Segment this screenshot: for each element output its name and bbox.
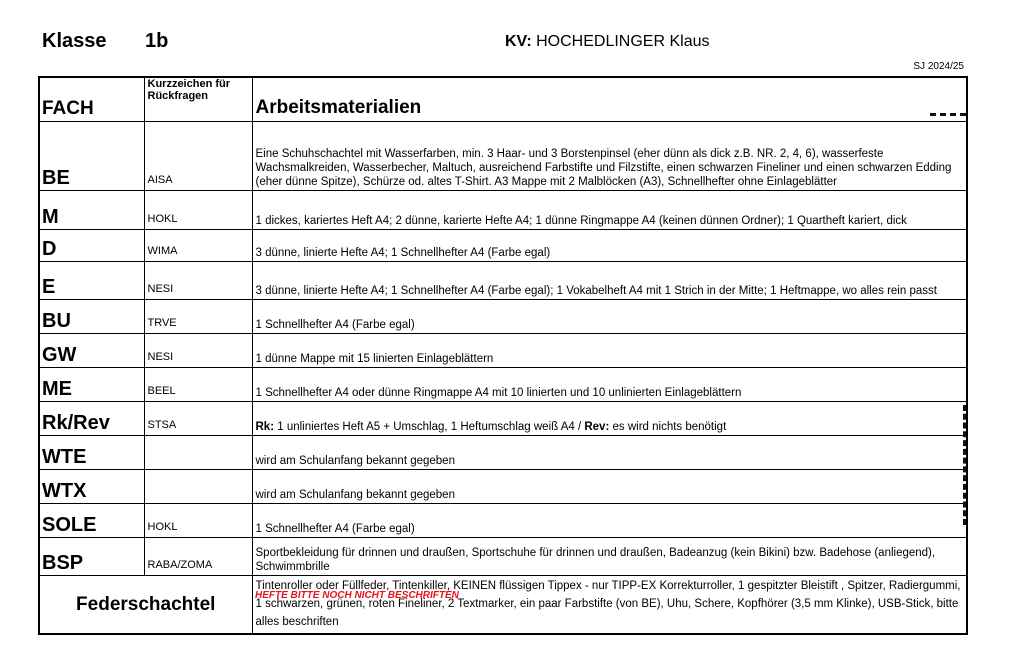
kv-label: KV: bbox=[505, 33, 532, 50]
materials-cell: Eine Schuhschachtel mit Wasserfarben, min. 3 Haar- und 3 Borstenpinsel (eher dünn als dick z.B. NR. 2, 4, 6), wasserfeste Wachsmalkreiden, Wasserbecher, Maltuch, ausreichend Farbstifte und Filzstifte, einen schwarzen Fineliner und einen schwarzen Edding (eher dünne Spitze), Schürze od. altes T-Shirt. A3 Mappe mit 2 Malblöcken (A3), Schnellhefter ohne Einlageblätter bbox=[252, 122, 967, 191]
header-kuerzel: Kurzzeichen für Rückfragen bbox=[144, 77, 252, 122]
fach-cell: SOLE bbox=[39, 504, 144, 538]
table-row bbox=[39, 230, 967, 262]
table-row bbox=[39, 262, 967, 300]
kuerzel-cell: HOKL bbox=[144, 504, 252, 538]
materials-cell: 1 Schnellhefter A4 oder dünne Ringmappe A4 mit 10 linierten und 10 unlinierten Einlageblättern bbox=[252, 368, 967, 402]
fach-cell: Rk/Rev bbox=[39, 402, 144, 436]
table-row bbox=[39, 368, 967, 402]
kuerzel-cell: BEEL bbox=[144, 368, 252, 402]
fach-cell: WTX bbox=[39, 470, 144, 504]
rk-label: Rk: bbox=[255, 421, 275, 433]
kv-name: HOCHEDLINGER Klaus bbox=[536, 33, 710, 50]
kuerzel-cell bbox=[144, 436, 252, 470]
klasse-label: Klasse bbox=[42, 30, 107, 52]
klasse-value: 1b bbox=[145, 30, 169, 52]
kuerzel-cell: NESI bbox=[144, 334, 252, 368]
table-row bbox=[39, 436, 967, 470]
kv-line bbox=[505, 33, 710, 51]
header-materials: Arbeitsmaterialien bbox=[252, 77, 967, 122]
kuerzel-cell: STSA bbox=[144, 402, 252, 436]
rk-text: 1 unliniertes Heft A5 + Umschlag, 1 Heftumschlag weiß A4 / bbox=[274, 421, 585, 433]
materials-cell: Sportbekleidung für drinnen und draußen, Sportschuhe für drinnen und draußen, Badeanzug (kein Bikini) bzw. Badehose (anliegend), Schwimmbrille bbox=[252, 538, 967, 576]
materials-cell: wird am Schulanfang bekannt gegeben bbox=[252, 436, 967, 470]
table-row bbox=[39, 538, 967, 576]
table-row bbox=[39, 504, 967, 538]
note-text: HEFTE BITTE NOCH NICHT BESCHRIFTEN bbox=[255, 590, 459, 601]
fach-cell: BSP bbox=[39, 538, 144, 576]
materials-cell: 1 Schnellhefter A4 (Farbe egal) bbox=[252, 300, 967, 334]
table-row bbox=[39, 402, 967, 436]
rev-label: Rev: bbox=[584, 421, 610, 433]
federschachtel-materials: Tintenroller oder Füllfeder, Tintenkiller, KEINEN flüssigen Tippex - nur TIPP-EX Korrekturroller, 1 gespitzter Bleistift , Spitzer, Radiergummi, 1 schwarzen, grünen, roten Fineliner, 2 Textmarker, ein paar Farbstifte (von BE), Uhu, Schere, Kopfhörer (3,5 mm Klinke), USB-Stick, bitte alles beschriften bbox=[252, 576, 967, 635]
header-fach: FACH bbox=[39, 77, 144, 122]
fach-cell: M bbox=[39, 191, 144, 230]
table-row bbox=[39, 470, 967, 504]
materials-cell: wird am Schulanfang bekannt gegeben bbox=[252, 470, 967, 504]
fach-cell: WTE bbox=[39, 436, 144, 470]
materials-cell: 1 dünne Mappe mit 15 linierten Einlageblättern bbox=[252, 334, 967, 368]
decorative-dash bbox=[930, 113, 966, 116]
kuerzel-cell: WIMA bbox=[144, 230, 252, 262]
fach-cell: BE bbox=[39, 122, 144, 191]
kuerzel-cell: AISA bbox=[144, 122, 252, 191]
materials-cell: 3 dünne, linierte Hefte A4; 1 Schnellhefter A4 (Farbe egal); 1 Vokabelheft A4 mit 1 Strich in der Mitte; 1 Heftmappe, wo alles rein passt bbox=[252, 262, 967, 300]
kuerzel-cell: HOKL bbox=[144, 191, 252, 230]
materials-table bbox=[38, 76, 968, 635]
federschachtel-label: Federschachtel bbox=[39, 576, 252, 635]
kuerzel-cell: RABA/ZOMA bbox=[144, 538, 252, 576]
kuerzel-cell: NESI bbox=[144, 262, 252, 300]
table-row bbox=[39, 334, 967, 368]
materials-cell: 3 dünne, linierte Hefte A4; 1 Schnellhefter A4 (Farbe egal) bbox=[252, 230, 967, 262]
materials-cell: 1 dickes, kariertes Heft A4; 2 dünne, karierte Hefte A4; 1 dünne Ringmappe A4 (keinen dünnen Ordner); 1 Quartheft kariert, dick bbox=[252, 191, 967, 230]
rev-text: es wird nichts benötigt bbox=[609, 421, 727, 433]
fach-cell: E bbox=[39, 262, 144, 300]
table-row bbox=[39, 191, 967, 230]
fach-cell: D bbox=[39, 230, 144, 262]
kuerzel-cell: TRVE bbox=[144, 300, 252, 334]
table-row bbox=[39, 300, 967, 334]
materials-cell bbox=[252, 402, 967, 436]
table-row bbox=[39, 122, 967, 191]
kuerzel-cell bbox=[144, 470, 252, 504]
fach-cell: BU bbox=[39, 300, 144, 334]
materials-cell: 1 Schnellhefter A4 (Farbe egal) bbox=[252, 504, 967, 538]
fach-cell: GW bbox=[39, 334, 144, 368]
table-header-row bbox=[39, 77, 967, 122]
decorative-dash-vertical bbox=[963, 405, 966, 525]
federschachtel-row bbox=[39, 576, 967, 635]
fach-cell: ME bbox=[39, 368, 144, 402]
schoolyear: SJ 2024/25 bbox=[913, 61, 964, 72]
